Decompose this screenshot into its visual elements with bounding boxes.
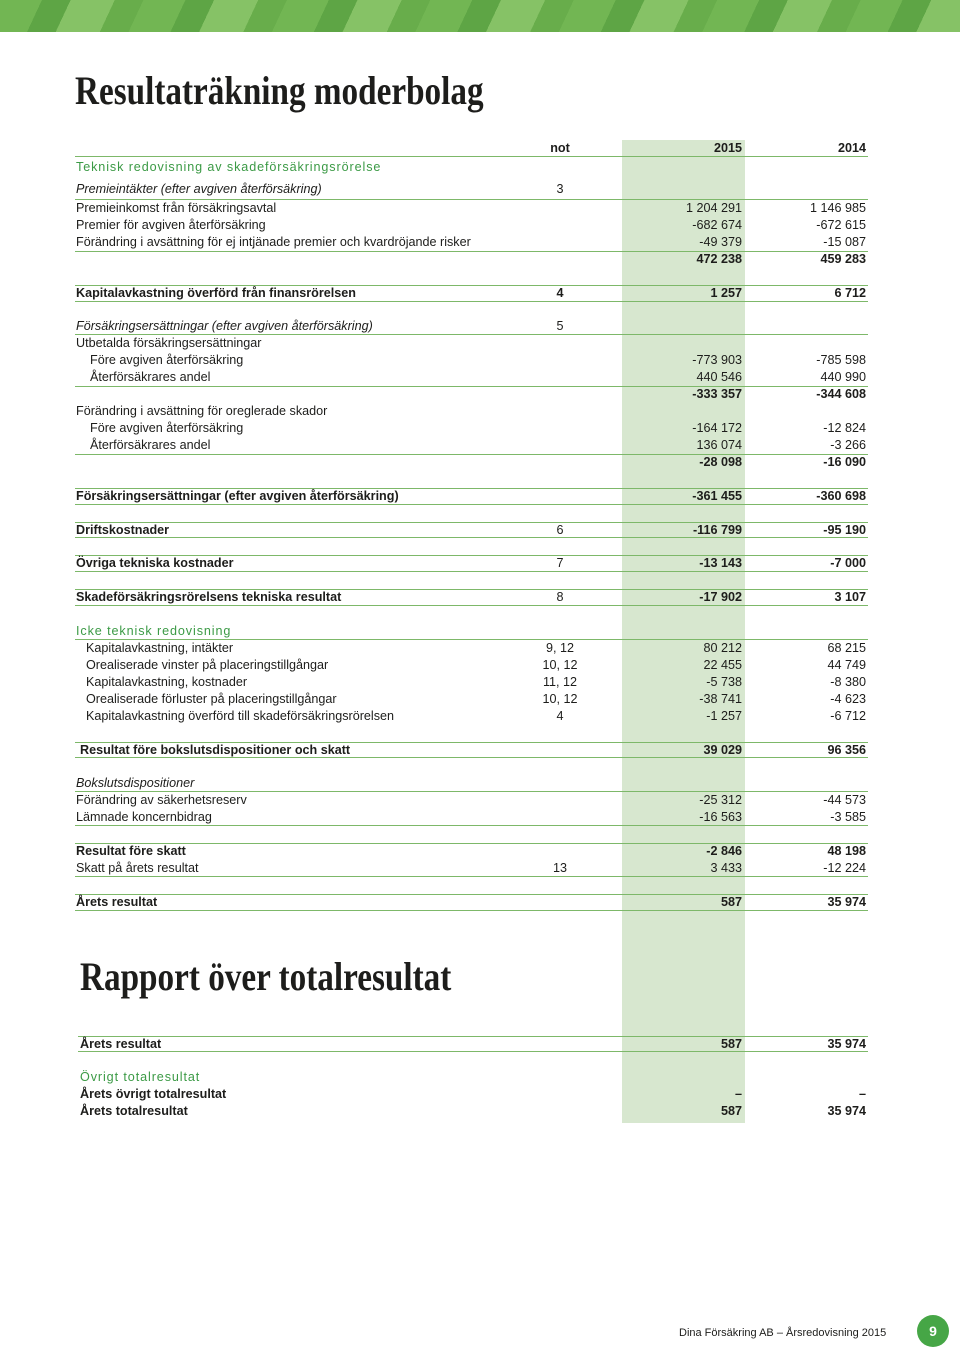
value-2015: -38 741 [699, 691, 742, 706]
table-row [75, 792, 868, 809]
value-2014: -12 824 [823, 420, 866, 435]
value-2014: -95 190 [823, 522, 866, 537]
subsection-heading [75, 775, 868, 792]
value-2014: -3 266 [830, 437, 866, 452]
table-header [75, 139, 868, 157]
value-2014: -3 585 [830, 810, 866, 825]
value-2014: 68 215 [827, 640, 866, 655]
table-row [75, 640, 868, 657]
row-spacer [75, 758, 868, 775]
value-2015: -16 563 [699, 810, 742, 825]
value-2015: -116 799 [692, 522, 742, 537]
table-row [75, 657, 868, 674]
row-label: Orealiserade vinster på placeringstillgångar [86, 657, 329, 672]
value-2014: 6 712 [834, 285, 866, 300]
value-2015: -13 143 [699, 556, 742, 571]
value-2014: -16 090 [823, 454, 866, 469]
row-label: Bokslutsdispositioner [76, 776, 195, 791]
value-2015: -17 902 [699, 590, 742, 605]
row-spacer [78, 1052, 868, 1069]
value-2015: -361 455 [692, 488, 742, 503]
income-statement-table [75, 139, 868, 911]
value-2015: -164 172 [692, 420, 742, 435]
row-spacer [75, 725, 868, 742]
row-spacer [75, 826, 868, 843]
column-header-not: not [550, 141, 570, 155]
row-note: 7 [556, 556, 564, 571]
row-spacer [75, 538, 868, 555]
total-row [75, 894, 868, 911]
row-note: 13 [552, 860, 567, 875]
value-2015: -773 903 [692, 353, 742, 368]
row-spacer [75, 505, 868, 522]
value-2015: -25 312 [699, 793, 742, 808]
table-row [75, 234, 868, 251]
row-label: Övriga tekniska kostnader [76, 556, 234, 571]
column-header-2015: 2015 [713, 141, 742, 155]
table-row [75, 369, 868, 386]
value-2014: 35 974 [827, 1036, 866, 1051]
value-2015: 39 029 [703, 742, 742, 757]
row-label: Årets totalresultat [80, 1104, 188, 1119]
section-heading [75, 157, 868, 178]
total-result-table [78, 1036, 868, 1121]
row-label: Förändring av säkerhetsreserv [76, 793, 247, 808]
row-label: Återförsäkrares andel [90, 437, 211, 452]
section-title-totalresultat: Rapport över totalresultat [80, 954, 452, 999]
row-label: Kapitalavkastning överförd till skadeförsäkringsrörelsen [86, 708, 394, 723]
value-2014: 459 283 [820, 251, 866, 266]
section-heading-label: Icke teknisk redovisning [76, 624, 232, 639]
row-label: Resultat före skatt [76, 844, 186, 859]
row-label: Förändring i avsättning för ej intjänade premier och kvardröjande risker [76, 234, 471, 249]
row-label: Före avgiven återförsäkring [90, 353, 244, 368]
row-label: Driftskostnader [76, 522, 170, 537]
row-label: Försäkringsersättningar (efter avgiven återförsäkring) [76, 319, 373, 334]
value-2015: 136 074 [696, 437, 742, 452]
row-spacer [75, 471, 868, 488]
subsection-heading [75, 318, 868, 335]
row-note: 4 [556, 285, 564, 300]
value-2015: 472 238 [696, 251, 742, 266]
value-2015: 440 546 [696, 370, 742, 385]
table-row [78, 1086, 868, 1103]
value-2015: 80 212 [703, 640, 742, 655]
row-note: 5 [556, 319, 564, 334]
row-label: Årets övrigt totalresultat [80, 1087, 227, 1102]
row-note: 11, 12 [542, 674, 578, 689]
row-label: Försäkringsersättningar (efter avgiven återförsäkring) [76, 488, 399, 503]
value-2015: -28 098 [699, 454, 742, 469]
table-row [75, 674, 868, 691]
row-label: Årets resultat [80, 1036, 162, 1051]
row-label: Återförsäkrares andel [90, 370, 211, 385]
section-heading-label: Teknisk redovisning av skadeförsäkringsrörelse [76, 160, 382, 174]
value-2015: -682 674 [692, 217, 742, 232]
table-row [75, 335, 868, 352]
row-spacer [75, 606, 868, 623]
value-2014: 1 146 985 [809, 201, 866, 215]
value-2014: -44 573 [823, 793, 866, 808]
row-label: Skatt på årets resultat [76, 860, 199, 875]
row-label: Lämnade koncernbidrag [76, 810, 212, 825]
subsection-heading [75, 178, 868, 200]
table-row [75, 217, 868, 234]
value-2015: – [734, 1087, 742, 1102]
table-row [75, 708, 868, 725]
row-note: 10, 12 [542, 691, 578, 706]
row-label: Premieintäkter (efter avgiven återförsäkring) [76, 182, 322, 196]
value-2015: 22 455 [703, 657, 742, 672]
total-row [78, 1036, 868, 1053]
value-2014: -672 615 [816, 217, 866, 232]
value-2014: – [858, 1087, 866, 1102]
total-row [75, 488, 868, 505]
value-2014: -360 698 [816, 488, 866, 503]
row-note: 4 [556, 708, 564, 723]
total-row [75, 555, 868, 572]
value-2015: -5 738 [706, 674, 742, 689]
decorative-header-band [0, 0, 960, 32]
value-2014: 3 107 [834, 590, 866, 605]
total-row [75, 285, 868, 302]
table-row [75, 809, 868, 826]
row-spacer [75, 877, 868, 894]
value-2015: 1 204 291 [685, 201, 742, 215]
total-row [78, 1103, 868, 1120]
value-2014: 35 974 [827, 1104, 866, 1119]
row-label: Kapitalavkastning, intäkter [86, 640, 234, 655]
total-row [75, 742, 868, 759]
page-number-badge: 9 [917, 1315, 949, 1347]
value-2015: -333 357 [692, 387, 742, 402]
section-heading-label: Övrigt totalresultat [80, 1070, 201, 1085]
value-2014: -344 608 [816, 387, 866, 402]
value-2015: -49 379 [699, 234, 742, 249]
column-header-2014: 2014 [837, 141, 866, 155]
section-heading [78, 1069, 868, 1086]
table-row [75, 860, 868, 877]
row-label: Före avgiven återförsäkring [90, 420, 244, 435]
row-label: Orealiserade förluster på placeringstillgångar [86, 691, 337, 706]
value-2014: -15 087 [823, 234, 866, 249]
sum-row [75, 386, 868, 403]
table-row [75, 691, 868, 708]
row-spacer [75, 572, 868, 589]
row-note: 6 [556, 522, 564, 537]
value-2014: 44 749 [827, 657, 866, 672]
sum-row [75, 251, 868, 268]
value-2014: -785 598 [816, 353, 866, 368]
value-2015: -1 257 [706, 708, 742, 723]
total-row [75, 843, 868, 860]
table-row [75, 420, 868, 437]
value-2014: -4 623 [830, 691, 866, 706]
sum-row [75, 454, 868, 471]
value-2014: 35 974 [827, 894, 866, 909]
row-spacer [75, 302, 868, 319]
row-spacer [75, 268, 868, 285]
value-2015: 587 [720, 894, 742, 909]
row-label: Resultat före bokslutsdispositioner och skatt [80, 742, 351, 757]
value-2015: 1 257 [710, 285, 742, 300]
value-2014: 48 198 [827, 844, 866, 859]
row-note: 8 [556, 590, 564, 605]
total-row [75, 522, 868, 539]
row-label: Skadeförsäkringsrörelsens tekniska resultat [76, 590, 342, 605]
section-heading [75, 623, 868, 640]
value-2015: 3 433 [710, 860, 742, 875]
row-label: Förändring i avsättning för oreglerade skador [76, 404, 328, 419]
table-row [75, 200, 868, 217]
value-2015: 587 [720, 1036, 742, 1051]
row-label: Premier för avgiven återförsäkring [76, 217, 266, 232]
value-2015: -2 846 [706, 844, 742, 859]
page-title: Resultaträkning moderbolag [75, 68, 484, 113]
value-2014: -12 224 [823, 860, 866, 875]
row-note: 3 [556, 182, 564, 196]
row-label: Utbetalda försäkringsersättningar [76, 336, 262, 351]
row-label: Kapitalavkastning överförd från finansrörelsen [76, 285, 356, 300]
table-row [75, 403, 868, 420]
footer-text: Dina Försäkring AB – Årsredovisning 2015 [679, 1327, 887, 1339]
row-label: Årets resultat [76, 894, 158, 909]
value-2014: -8 380 [830, 674, 866, 689]
table-row [75, 352, 868, 369]
row-note: 10, 12 [542, 657, 578, 672]
row-label: Kapitalavkastning, kostnader [86, 674, 248, 689]
value-2014: 440 990 [820, 370, 866, 385]
table-row [75, 437, 868, 454]
value-2014: 96 356 [827, 742, 866, 757]
row-note: 9, 12 [545, 640, 574, 655]
value-2014: -6 712 [830, 708, 866, 723]
value-2014: -7 000 [830, 556, 866, 571]
total-row [75, 589, 868, 606]
row-label: Premieinkomst från försäkringsavtal [76, 201, 277, 215]
value-2015: 587 [720, 1104, 742, 1119]
